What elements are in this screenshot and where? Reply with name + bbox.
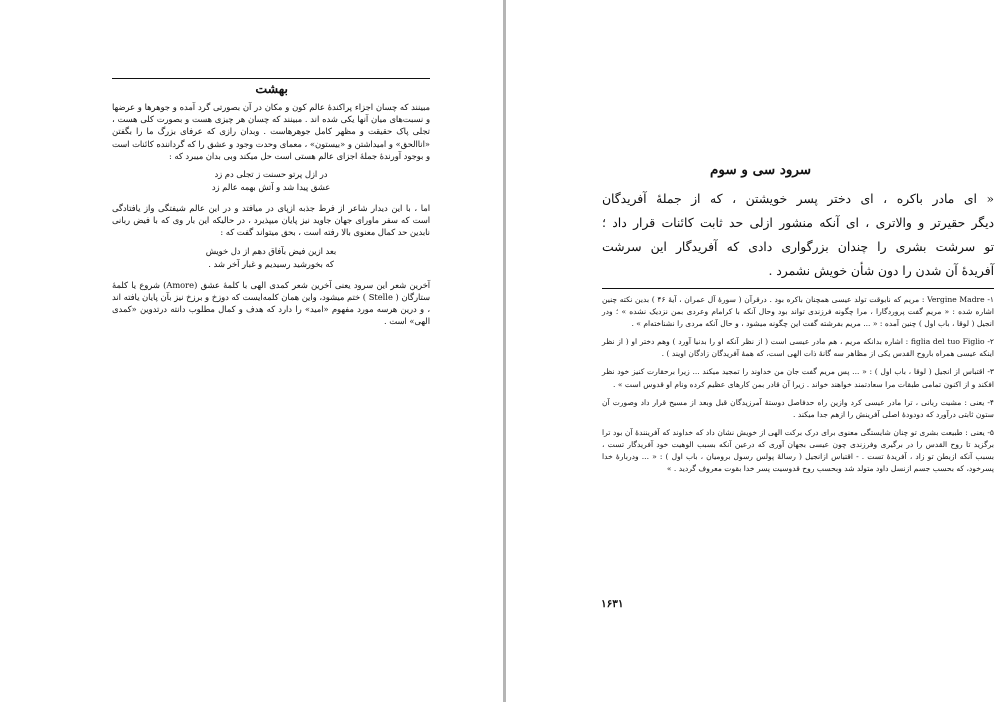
verse-line: در ازل پرتو حسنت ز تجلی دم زد — [214, 169, 328, 180]
footnote-rule — [602, 288, 994, 289]
footnote: ۱- Vergine Madre : مریم که نابوقت تولد عیسی همچنان باکره بود . درقرآن ( سورۀ آل عمران ، آیۀ ۴۶ ) بدین نکته چنین اشاره شده : « مریم گفت پروردگارا ، مرا چگونه فرزندی تواند بود وحال آنکه با کرامام وعردی بمن نزدیک نشده » ؛ ودر انجیل ( لوقا ، باب اول ) چنین آمده : « ... مریم بفرشته گفت این چگونه میشود ، و حال آنکه مردی را نشناخته‌ام » . — [602, 295, 995, 329]
footnotes — [602, 294, 994, 481]
canto-title: سرود سی و سوم — [710, 162, 812, 178]
verse-line: آفریدۀ آن شدن را دون شأن خویش نشمرد . — [768, 264, 994, 278]
page-number: ۱۶۳۱ — [601, 598, 624, 610]
body-paragraph: آخرین شعر این سرود یعنی آخرین شعر کمدی الهی با کلمۀ عشق (Amore) شروع یا کلمۀ ستارگان ( Stelle ) ختم میشود، واین همان کلمه‌ایست که دوزخ و برزخ نیز بآن پایان یافته اند ، و درین هرسه مورد مفهوم «امید» را دارد که هدف و کمال مطلوب دانته درتدوین «کمدی الهی» است . — [112, 279, 430, 327]
verse-line: « ای مادر باکره ، ای دختر پسر خویشتن ، که از جملۀ آفریدگان — [602, 192, 994, 206]
running-header — [112, 66, 430, 98]
body-paragraph: مبینند که چسان اجزاء پراکندۀ عالم کون و مکان در آن بصورتی گرد آمده و جوهرها و عرضها و نسبت‌های میان آنها یکی شده اند . مبینند که چسان هر چیزی هست و بصورت کلی هست ، تجلی پاک حقیقت و مظهر کامل جوهرهاست . وبدان رازی که عرفای بزرگ ما را بگفتن «اناالحق» و امیداشتن و «بیستون» ، معمای وحدت وجود و عشق را که گرداننده کائنات است و بوجود آورندۀ جملۀ اجزای عالم هستی است حل میکند وبی بدان میبرد که : — [112, 102, 430, 161]
verse-line: بعد ازین فیض بآفاق دهم از دل خویش — [205, 245, 337, 256]
verse-block — [112, 245, 430, 271]
verse-line: تو سرشت بشری را چندان بزرگواری دادی که آفریدگار این سرشت — [602, 240, 994, 254]
body-paragraph: اما ، با این دیدار شاعر از فرط جذبه ازپای در میافتد و در این عالم شیفتگی واز یافتادگی است که سفر ماورای جهان جاوید نیز پایان میپذیرد ، در حالیکه این بار وی که با فیض ربانی نابدین حد کمال معنوی بالا رفته است ، بحق میتواند گفت که : — [112, 203, 430, 238]
footnote: ۴- یعنی : مشیت ربانی ، ترا مادر عیسی کرد وازین راه حدفاصل دوستۀ آمرزیدگان قبل وبعد از مسیح قرار داد وصورت آن ستون ثابتی درآورد که دودودۀ اصلی آفرینش را ازهم جدا میکند . — [602, 397, 994, 419]
verse-line: دیگر حقیرتر و والاتری ، ای آنکه منشور ازلی حد ثابت کائنات قرار داد ؛ — [602, 216, 994, 230]
left-page-body — [112, 101, 430, 327]
verse-line: عشق پیدا شد و آتش بهمه عالم زد — [211, 182, 331, 193]
footnote: ۲- figlia del tuo Figlio : اشاره بدانکه مریم ، هم مادر عیسی است ( از نظر آنکه او را بدنیا آورد ) وهم دختر او ( از نظر اینکه عیسی همراه باروح القدس یکی از مظاهر سه گانۀ ذات الهی است، که همۀ آفریدگان زادگان اویند ) . — [602, 337, 995, 359]
verse-block — [112, 168, 430, 194]
header-rule — [112, 78, 430, 79]
footnote: ۵- یعنی : طبیعت بشری تو چنان شایستگی معنوی برای درک برکت الهی از خویش نشان داد که خداوند که آفرینندۀ آن بود ترا برگزید تا روح القدس را در برگیری وفرزندی چون عیسی بجهان آوری که درعین آنکه بسبب الوهیت خود آفریدگار تست ، بسبب آنکه ازبطن تو زاد ، آفریدۀ تست . - اقتباس ازانجیل ( رسالۀ پولس رسول برومیان ، باب اول ) : « ... ودربارۀ خدا پسرخود، که بحسب جسم ازنسل داود متولد شد وبحسب روح قدوسیت پسر خدا بقوت معروف گردید . » — [602, 427, 994, 474]
footnote: ۳- اقتباس از انجیل ( لوقا ، باب اول ) : « ... پس مریم گفت جان من خداوند را تمجید میکند ... زیرا برحقارت کنیز خود نظر افکند و از اکنون تمامی طبقات مرا سعادتمند خواهند خواند . زیرا آن قادر بمن کارهای عظیم کرده ونام او قدوس است » . — [602, 367, 994, 389]
running-header-title: بهشت — [255, 81, 288, 96]
verse-line: که بخورشید رسیدیم و غبار آخر شد . — [208, 258, 334, 269]
poem-verse — [602, 187, 994, 283]
